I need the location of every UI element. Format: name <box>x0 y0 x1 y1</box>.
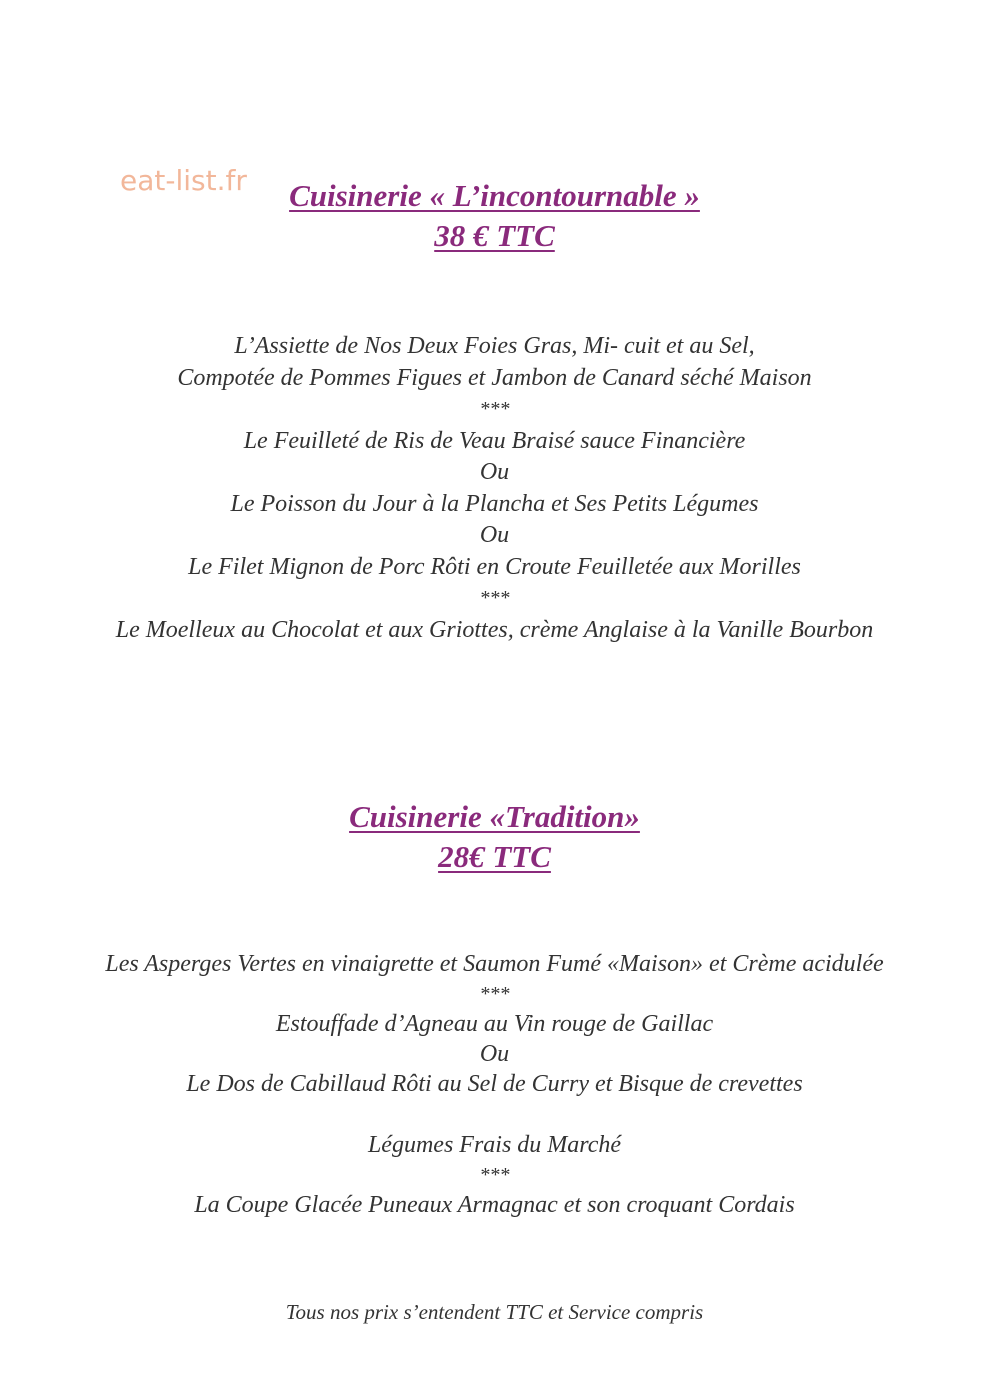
menu-title-tradition <box>0 797 989 877</box>
menu-line: Légumes Frais du Marché <box>367 1131 622 1158</box>
menu-line: Le Moelleux au Chocolat et aux Griottes, crème Anglaise à la Vanille Bourbon <box>115 616 874 643</box>
menu-price: 28€ TTC <box>438 839 551 874</box>
menu-title-text: Cuisinerie «Tradition» <box>349 799 640 834</box>
menu-title-incontournable <box>0 176 989 256</box>
menu-choice-or: Ou <box>479 522 510 548</box>
blank-line <box>0 1099 989 1129</box>
course-separator: *** <box>479 1163 510 1186</box>
menu-price: 38 € TTC <box>434 218 555 253</box>
menu-line: La Coupe Glacée Puneaux Armagnac et son croquant Cordais <box>194 1191 795 1218</box>
menu-line: Les Asperges Vertes en vinaigrette et Saumon Fumé «Maison» et Crème acidulée <box>105 951 884 977</box>
menu-line: L’Assiette de Nos Deux Foies Gras, Mi- cuit et au Sel, <box>234 333 755 359</box>
menu-choice-or: Ou <box>479 459 510 485</box>
menu-line: Le Feuilleté de Ris de Veau Braisé sauce Financière <box>243 427 746 454</box>
footer-note: Tous nos prix s’entendent TTC et Service compris <box>285 1300 704 1324</box>
course-separator: *** <box>479 398 510 420</box>
menu-line: Estouffade d’Agneau au Vin rouge de Gaillac <box>275 1011 714 1038</box>
menu-line: Compotée de Pommes Figues et Jambon de Canard séché Maison <box>177 364 812 391</box>
menu-line: Le Dos de Cabillaud Rôti au Sel de Curry et Bisque de crevettes <box>186 1071 803 1098</box>
menu-line: Le Poisson du Jour à la Plancha et Ses Petits Légumes <box>230 490 759 517</box>
menu-line: Le Filet Mignon de Porc Rôti en Croute Feuilletée aux Morilles <box>188 553 801 580</box>
menu-title-text: Cuisinerie « L’incontournable » <box>289 178 700 213</box>
course-separator: *** <box>479 983 510 1006</box>
menu-choice-or: Ou <box>479 1041 510 1068</box>
course-separator: *** <box>479 587 510 609</box>
menu-courses-tradition <box>0 949 989 1220</box>
watermark-logo: eat-list.fr <box>120 164 247 197</box>
menu-courses-incontournable <box>0 331 989 646</box>
